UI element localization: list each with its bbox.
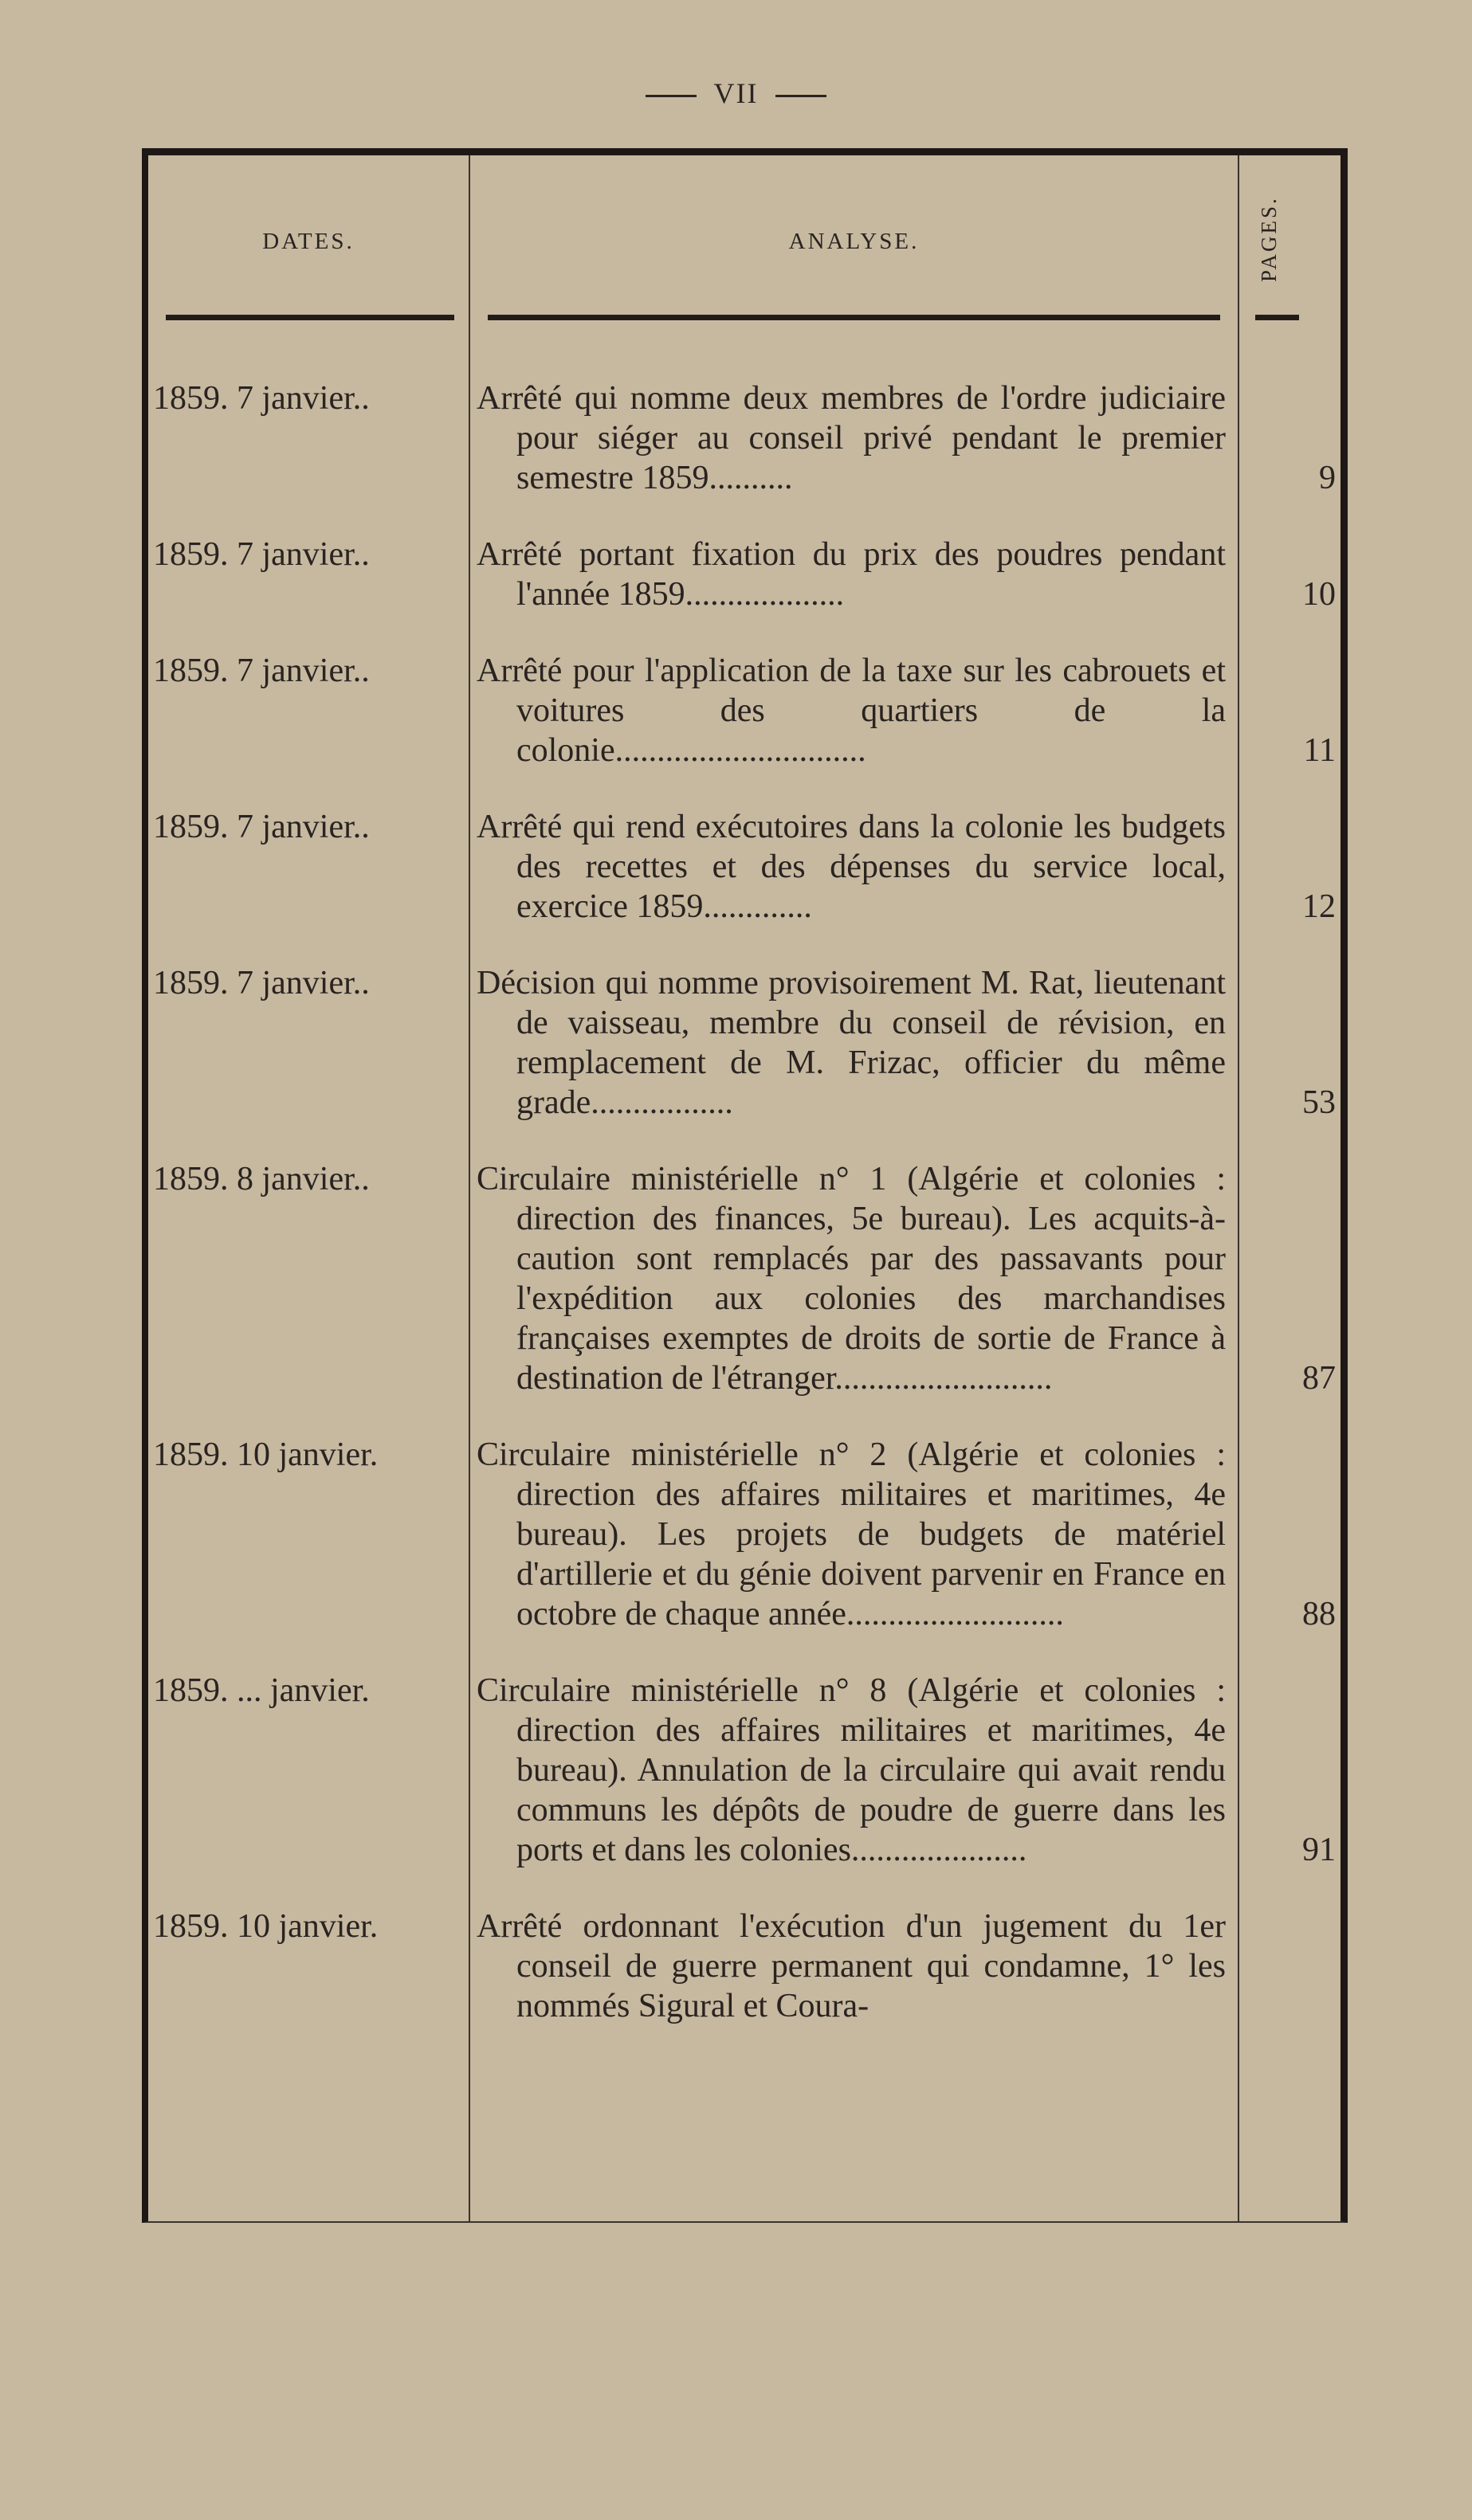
column-header-analyse bbox=[470, 155, 1238, 339]
entry-analysis: Circulaire ministérielle n° 8 (Algérie et colonies : direction des affaires militaires et maritimes, 4e bureau). Annulation de la circulaire qui avait rendu communs les dépôts de poudre de guerre dans les ports et dans les colonies..................... bbox=[477, 1672, 1226, 1868]
table-row bbox=[148, 535, 1341, 614]
table-row bbox=[148, 1907, 1341, 2026]
pages-header-rule bbox=[1255, 315, 1299, 320]
table-row bbox=[148, 1671, 1341, 1870]
entry-date: 1859. 7 janvier.. bbox=[153, 965, 370, 1001]
entry-analysis: Arrêté pour l'application de la taxe sur les cabrouets et voitures des quartiers de la colonie.............................. bbox=[477, 653, 1226, 769]
entry-date: 1859. 10 janvier. bbox=[153, 1436, 379, 1473]
entry-analysis: Circulaire ministérielle n° 2 (Algérie et colonies : direction des affaires militaires et maritimes, 4e bureau). Les projets de budgets de matériel d'artillerie et du génie doivent parvenir en France en octobre de chaque année.......................... bbox=[477, 1436, 1226, 1632]
entry-page: 10 bbox=[1302, 576, 1336, 613]
entry-page: 12 bbox=[1302, 888, 1336, 925]
table-row bbox=[148, 651, 1341, 770]
table-row bbox=[148, 1435, 1341, 1634]
entry-analysis: Circulaire ministérielle n° 1 (Algérie et colonies : direction des finances, 5e bureau). Les acquits-à-caution sont remplacés par des passavants pour l'expédition aux colonies des marchandises françaises exemptes de droits de sortie de France à destination de l'étranger.......................... bbox=[477, 1161, 1226, 1397]
entry-analysis: Arrêté ordonnant l'exécution d'un jugement du 1er conseil de guerre permanent qui condamne, 1° les nommés Sigural et Coura- bbox=[477, 1908, 1226, 2024]
header-dash-left bbox=[646, 95, 697, 97]
column-header-dates bbox=[148, 155, 469, 339]
entry-date: 1859. ... janvier. bbox=[153, 1672, 370, 1709]
entry-analysis: Arrêté qui nomme deux membres de l'ordre judiciaire pour siéger au conseil privé pendant le premier semestre 1859.......... bbox=[477, 380, 1226, 496]
entry-analysis: Décision qui nomme provisoirement M. Rat, lieutenant de vaisseau, membre du conseil de révision, en remplacement de M. Frizac, officier du même grade................. bbox=[477, 965, 1226, 1121]
pages-header-label: PAGES. bbox=[1257, 196, 1281, 282]
entry-page: 53 bbox=[1302, 1084, 1336, 1121]
entry-analysis: Arrêté qui rend exécutoires dans la colonie les budgets des recettes et des dépenses du service local, exercice 1859............. bbox=[477, 809, 1226, 925]
table-frame bbox=[142, 148, 1348, 2223]
entry-page: 88 bbox=[1302, 1596, 1336, 1632]
entry-page: 87 bbox=[1302, 1360, 1336, 1397]
table-row bbox=[148, 807, 1341, 927]
analyse-header-rule bbox=[488, 315, 1220, 320]
entries-list bbox=[148, 378, 1341, 2063]
page-number-roman: VII bbox=[713, 77, 759, 109]
entry-date: 1859. 7 janvier.. bbox=[153, 380, 370, 417]
table-row bbox=[148, 963, 1341, 1123]
entry-date: 1859. 8 janvier.. bbox=[153, 1161, 370, 1197]
entry-date: 1859. 7 janvier.. bbox=[153, 536, 370, 573]
analyse-header-label: ANALYSE. bbox=[788, 229, 920, 254]
dates-header-rule bbox=[166, 315, 454, 320]
column-header-pages bbox=[1239, 155, 1347, 339]
dates-header-label: DATES. bbox=[262, 229, 355, 254]
page-header bbox=[0, 76, 1472, 110]
table-row bbox=[148, 1159, 1341, 1398]
entry-date: 1859. 10 janvier. bbox=[153, 1908, 379, 1945]
entry-date: 1859. 7 janvier.. bbox=[153, 809, 370, 845]
entry-analysis: Arrêté portant fixation du prix des poudres pendant l'année 1859................... bbox=[477, 536, 1226, 613]
header-dash-right bbox=[775, 95, 826, 97]
entry-page: 9 bbox=[1319, 460, 1336, 496]
entry-page: 11 bbox=[1303, 732, 1336, 769]
table-row bbox=[148, 378, 1341, 498]
entry-date: 1859. 7 janvier.. bbox=[153, 653, 370, 689]
entry-page: 91 bbox=[1302, 1832, 1336, 1868]
